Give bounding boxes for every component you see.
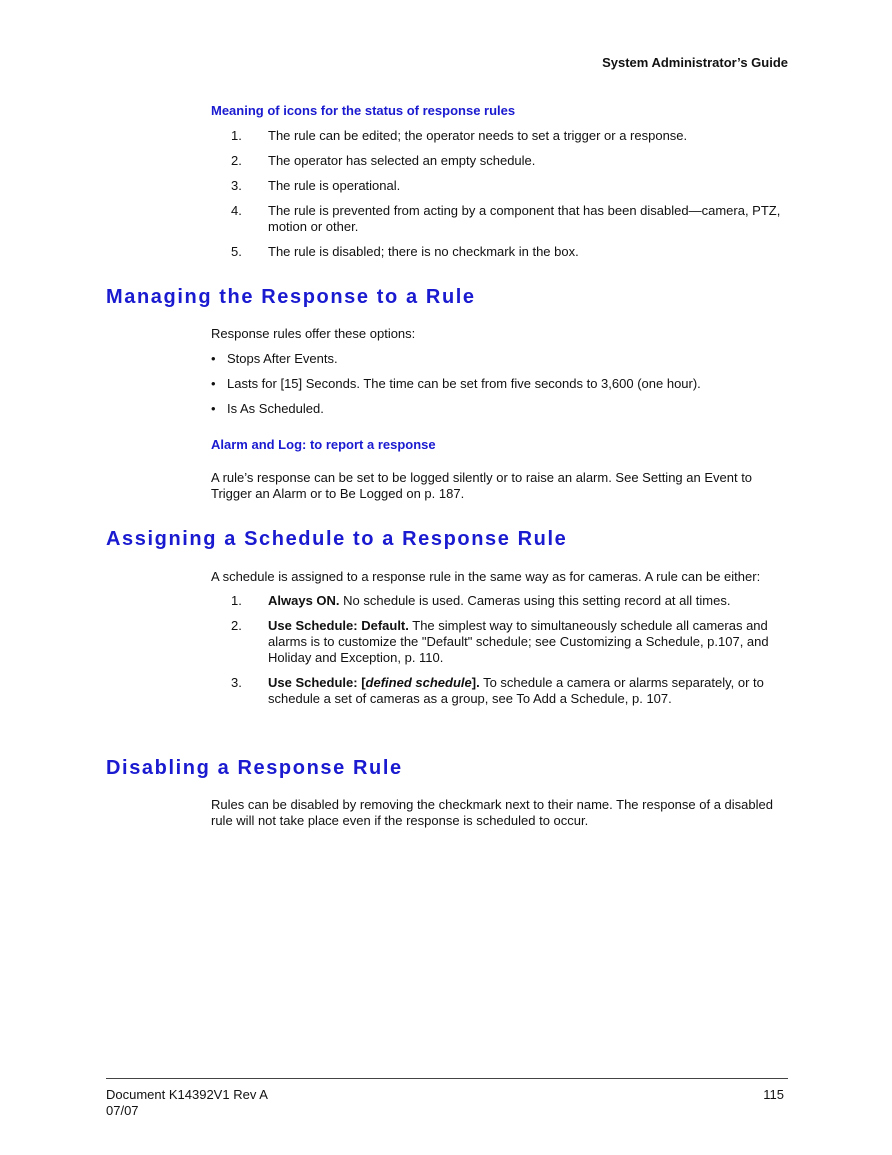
page-number: 115 (763, 1087, 784, 1102)
alarm-log-heading: Alarm and Log: to report a response (211, 437, 436, 452)
list-item: 3. Use Schedule: [defined schedule]. To schedule a camera or alarms separately, or to schedule a set of cameras as a group, see To Add a Schedule, p. 107. (231, 675, 764, 706)
list-item: 4. The rule is prevented from acting by a component that has been disabled—camera, PTZ, motion or other. (231, 203, 781, 234)
footer-document-info (106, 1087, 268, 1119)
list-item: 2. The operator has selected an empty schedule. (231, 153, 536, 168)
assigning-options-list (211, 593, 791, 716)
list-item: • Stops After Events. (211, 351, 338, 366)
list-item: 1. The rule can be edited; the operator needs to set a trigger or a response. (231, 128, 688, 143)
running-header: System Administrator’s Guide (602, 55, 788, 70)
list-item: 5. The rule is disabled; there is no checkmark in the box. (231, 244, 579, 259)
footer-divider (106, 1078, 788, 1079)
managing-intro: Response rules offer these options: (211, 326, 416, 341)
list-item: 3. The rule is operational. (231, 178, 401, 193)
assigning-intro: A schedule is assigned to a response rule in the same way as for cameras. A rule can be either: (211, 569, 761, 584)
icons-status-heading: Meaning of icons for the status of response rules (211, 103, 516, 118)
list-item: 1. Always ON. No schedule is used. Cameras using this setting record at all times. (231, 593, 731, 608)
footer-date: 07/07 (106, 1103, 139, 1118)
managing-heading: Managing the Response to a Rule (106, 286, 476, 308)
footer-document-id: Document K14392V1 Rev A (106, 1087, 268, 1102)
icons-status-list (211, 128, 791, 269)
managing-options-list (211, 351, 791, 426)
list-item: 2. Use Schedule: Default. The simplest way to simultaneously schedule all cameras and alarms is to customize the "Default" schedule; see Customizing a Schedule, p.107, and Holiday and Exception, p. 110. (231, 618, 769, 665)
list-item: • Lasts for [15] Seconds. The time can be set from five seconds to 3,600 (one hour). (211, 376, 701, 391)
list-item: • Is As Scheduled. (211, 401, 324, 416)
disabling-heading: Disabling a Response Rule (106, 757, 403, 779)
disabling-paragraph: Rules can be disabled by removing the checkmark next to their name. The response of a disabled rule will not take place even if the response is scheduled to occur. (211, 797, 773, 828)
alarm-log-paragraph: A rule’s response can be set to be logged silently or to raise an alarm. See Setting an Event to Trigger an Alarm or to Be Logged on p. 187. (211, 470, 753, 501)
assigning-heading: Assigning a Schedule to a Response Rule (106, 528, 568, 550)
